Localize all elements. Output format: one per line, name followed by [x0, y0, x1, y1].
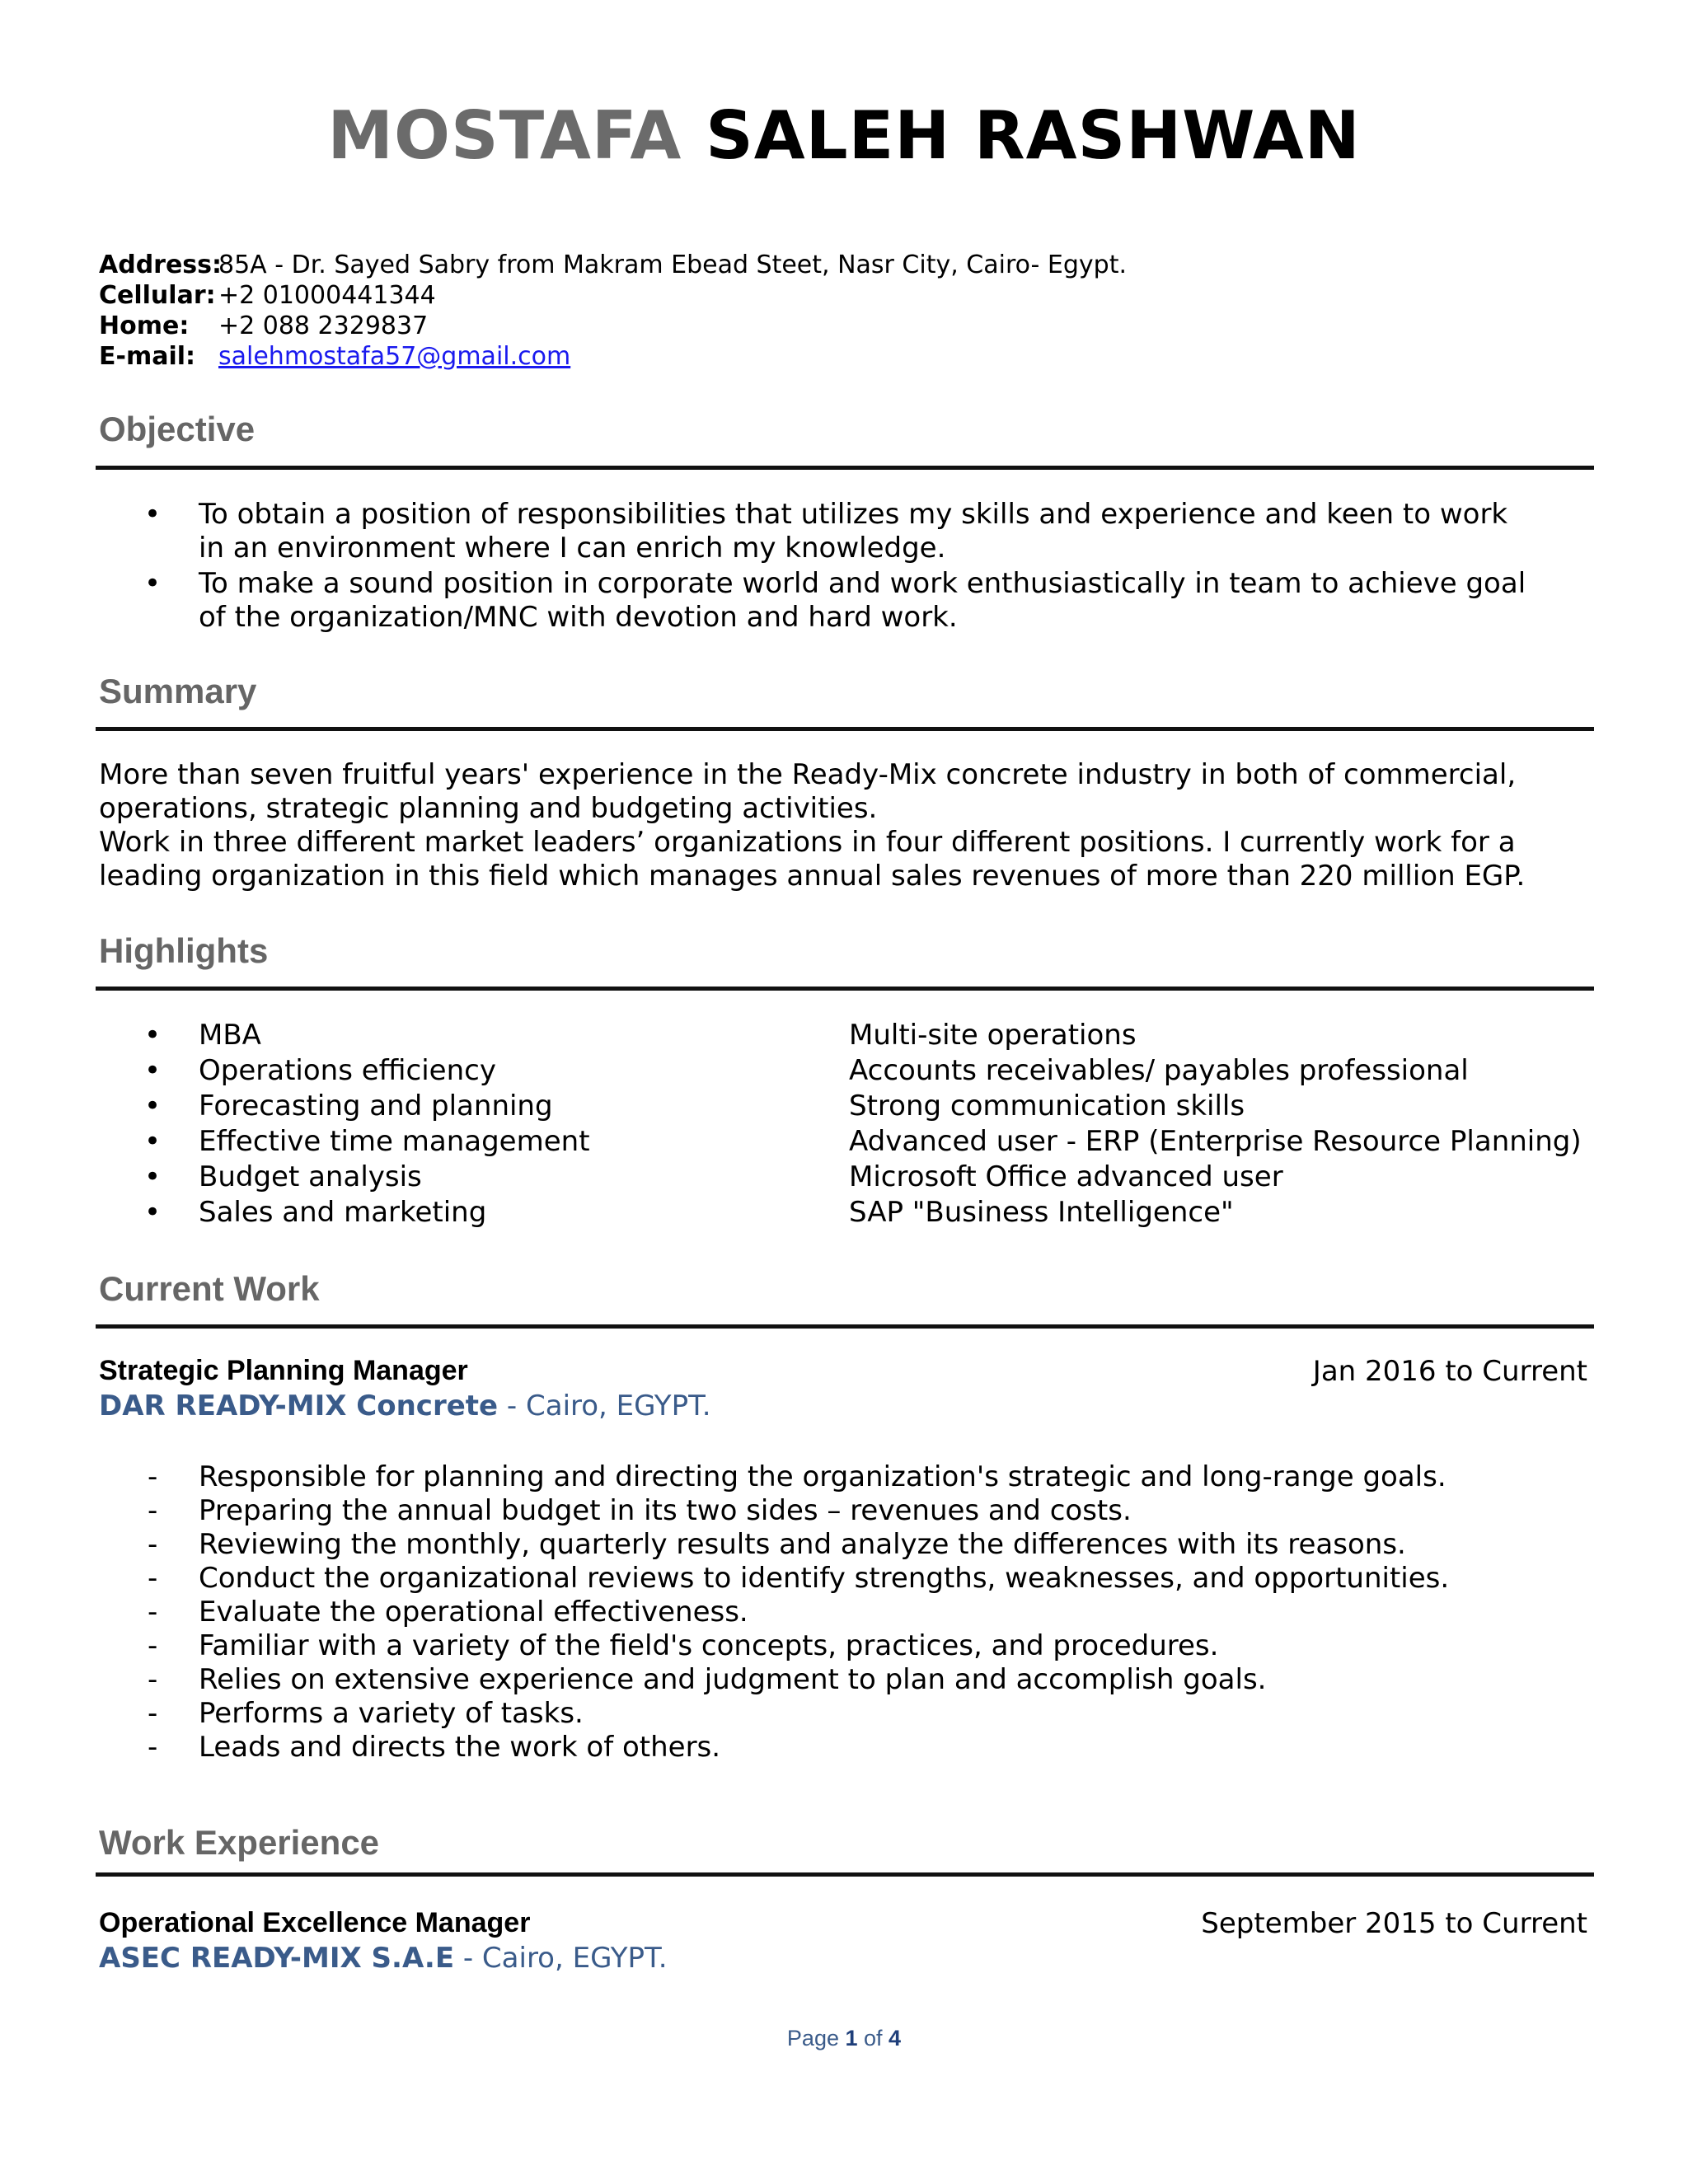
- first-name: MOSTAFA: [327, 97, 682, 174]
- page-footer: [0, 2026, 1688, 2051]
- page-word: Page: [786, 2026, 846, 2050]
- highlight-item: Advanced user - ERP (Enterprise Resource Planning): [849, 1125, 1582, 1158]
- work-experience-heading: Work Experience: [99, 1823, 380, 1862]
- duty-item: - Familiar with a variety of the field's concepts, practices, and procedures.: [144, 1629, 1449, 1663]
- highlight-item: • Sales and marketing: [144, 1195, 590, 1230]
- summary-paragraph: Work in three different market leaders’ organizations in four different positions. I currently work for a leading organization in this field which manages annual sales revenues of more than 220 million EGP.: [99, 826, 1526, 893]
- current-job-date: Jan 2016 to Current: [1312, 1355, 1587, 1388]
- highlight-item: Strong communication skills: [849, 1090, 1245, 1122]
- company-name: ASEC READY-MIX S.A.E: [99, 1942, 455, 1975]
- summary-heading: Summary: [99, 672, 257, 710]
- email-link[interactable]: salehmostafa57@gmail.com: [218, 342, 571, 371]
- current-duties-list: [144, 1460, 1449, 1765]
- objective-list: [144, 498, 1529, 635]
- objective-heading: Objective: [99, 410, 256, 448]
- experience-company: [99, 1942, 668, 1975]
- home-label: Home:: [99, 312, 190, 340]
- current-work-heading: Current Work: [99, 1269, 320, 1308]
- page-total: 4: [889, 2026, 902, 2050]
- address-label: Address:: [99, 251, 223, 279]
- objective-item: • To obtain a position of responsibilities that utilizes my skills and experience and keen to work in an environment where I can enrich my knowledge.: [144, 498, 1529, 565]
- contact-block: [99, 250, 1127, 372]
- experience-job-title: Operational Excellence Manager: [99, 1907, 531, 1938]
- highlights-rule: [96, 987, 1594, 991]
- last-name: SALEH RASHWAN: [706, 97, 1361, 174]
- summary-rule: [96, 727, 1594, 731]
- current-work-rule: [96, 1324, 1594, 1329]
- highlight-item: • Effective time management: [144, 1124, 590, 1160]
- home-value: +2 088 2329837: [218, 312, 429, 340]
- page-current: 1: [845, 2026, 858, 2050]
- duty-item: - Relies on extensive experience and judgment to plan and accomplish goals.: [144, 1663, 1449, 1697]
- duty-item: - Evaluate the operational effectiveness.: [144, 1596, 1449, 1629]
- summary-text: [99, 758, 1599, 893]
- highlight-item: SAP "Business Intelligence": [849, 1196, 1234, 1229]
- company-location: - Cairo, EGYPT.: [454, 1942, 668, 1975]
- highlight-item: Multi-site operations: [849, 1019, 1137, 1052]
- highlight-item: Accounts receivables/ payables professional: [849, 1054, 1469, 1087]
- highlight-item: • MBA: [144, 1018, 590, 1053]
- objective-item: • To make a sound position in corporate world and work enthusiastically in team to achieve goal of the organization/MNC with devotion and hard work.: [144, 567, 1529, 635]
- summary-paragraph: More than seven fruitful years' experience in the Ready-Mix concrete industry in both of commercial, operations, strategic planning and budgeting activities.: [99, 758, 1517, 825]
- cellular-value: +2 01000441344: [218, 281, 436, 310]
- objective-rule: [96, 466, 1594, 470]
- experience-job-date: September 2015 to Current: [1201, 1907, 1587, 1940]
- of-word: of: [857, 2026, 889, 2050]
- email-label: E-mail:: [99, 342, 196, 371]
- address-value: 85A - Dr. Sayed Sabry from Makram Ebead Steet, Nasr City, Cairo- Egypt.: [218, 251, 1128, 279]
- duty-item: - Preparing the annual budget in its two sides – revenues and costs.: [144, 1494, 1449, 1528]
- company-name: DAR READY-MIX Concrete: [99, 1390, 499, 1422]
- highlight-item: • Operations efficiency: [144, 1053, 590, 1089]
- duty-item: - Leads and directs the work of others.: [144, 1731, 1449, 1765]
- candidate-name: [0, 97, 1688, 174]
- highlight-item: Microsoft Office advanced user: [849, 1160, 1283, 1193]
- duty-item: - Performs a variety of tasks.: [144, 1697, 1449, 1731]
- highlights-heading: Highlights: [99, 931, 269, 970]
- highlight-item: • Budget analysis: [144, 1160, 590, 1195]
- duty-item: - Responsible for planning and directing the organization's strategic and long-range goals.: [144, 1460, 1449, 1494]
- highlights-left-list: [144, 1018, 590, 1230]
- company-location: - Cairo, EGYPT.: [498, 1390, 711, 1422]
- highlights-right-list: [849, 1018, 1582, 1230]
- current-job-title: Strategic Planning Manager: [99, 1355, 468, 1386]
- current-company: [99, 1390, 711, 1422]
- cellular-label: Cellular:: [99, 281, 216, 310]
- duty-item: - Reviewing the monthly, quarterly results and analyze the differences with its reasons.: [144, 1528, 1449, 1562]
- work-experience-rule: [96, 1872, 1594, 1877]
- highlight-item: • Forecasting and planning: [144, 1089, 590, 1124]
- duty-item: - Conduct the organizational reviews to identify strengths, weaknesses, and opportunities.: [144, 1562, 1449, 1596]
